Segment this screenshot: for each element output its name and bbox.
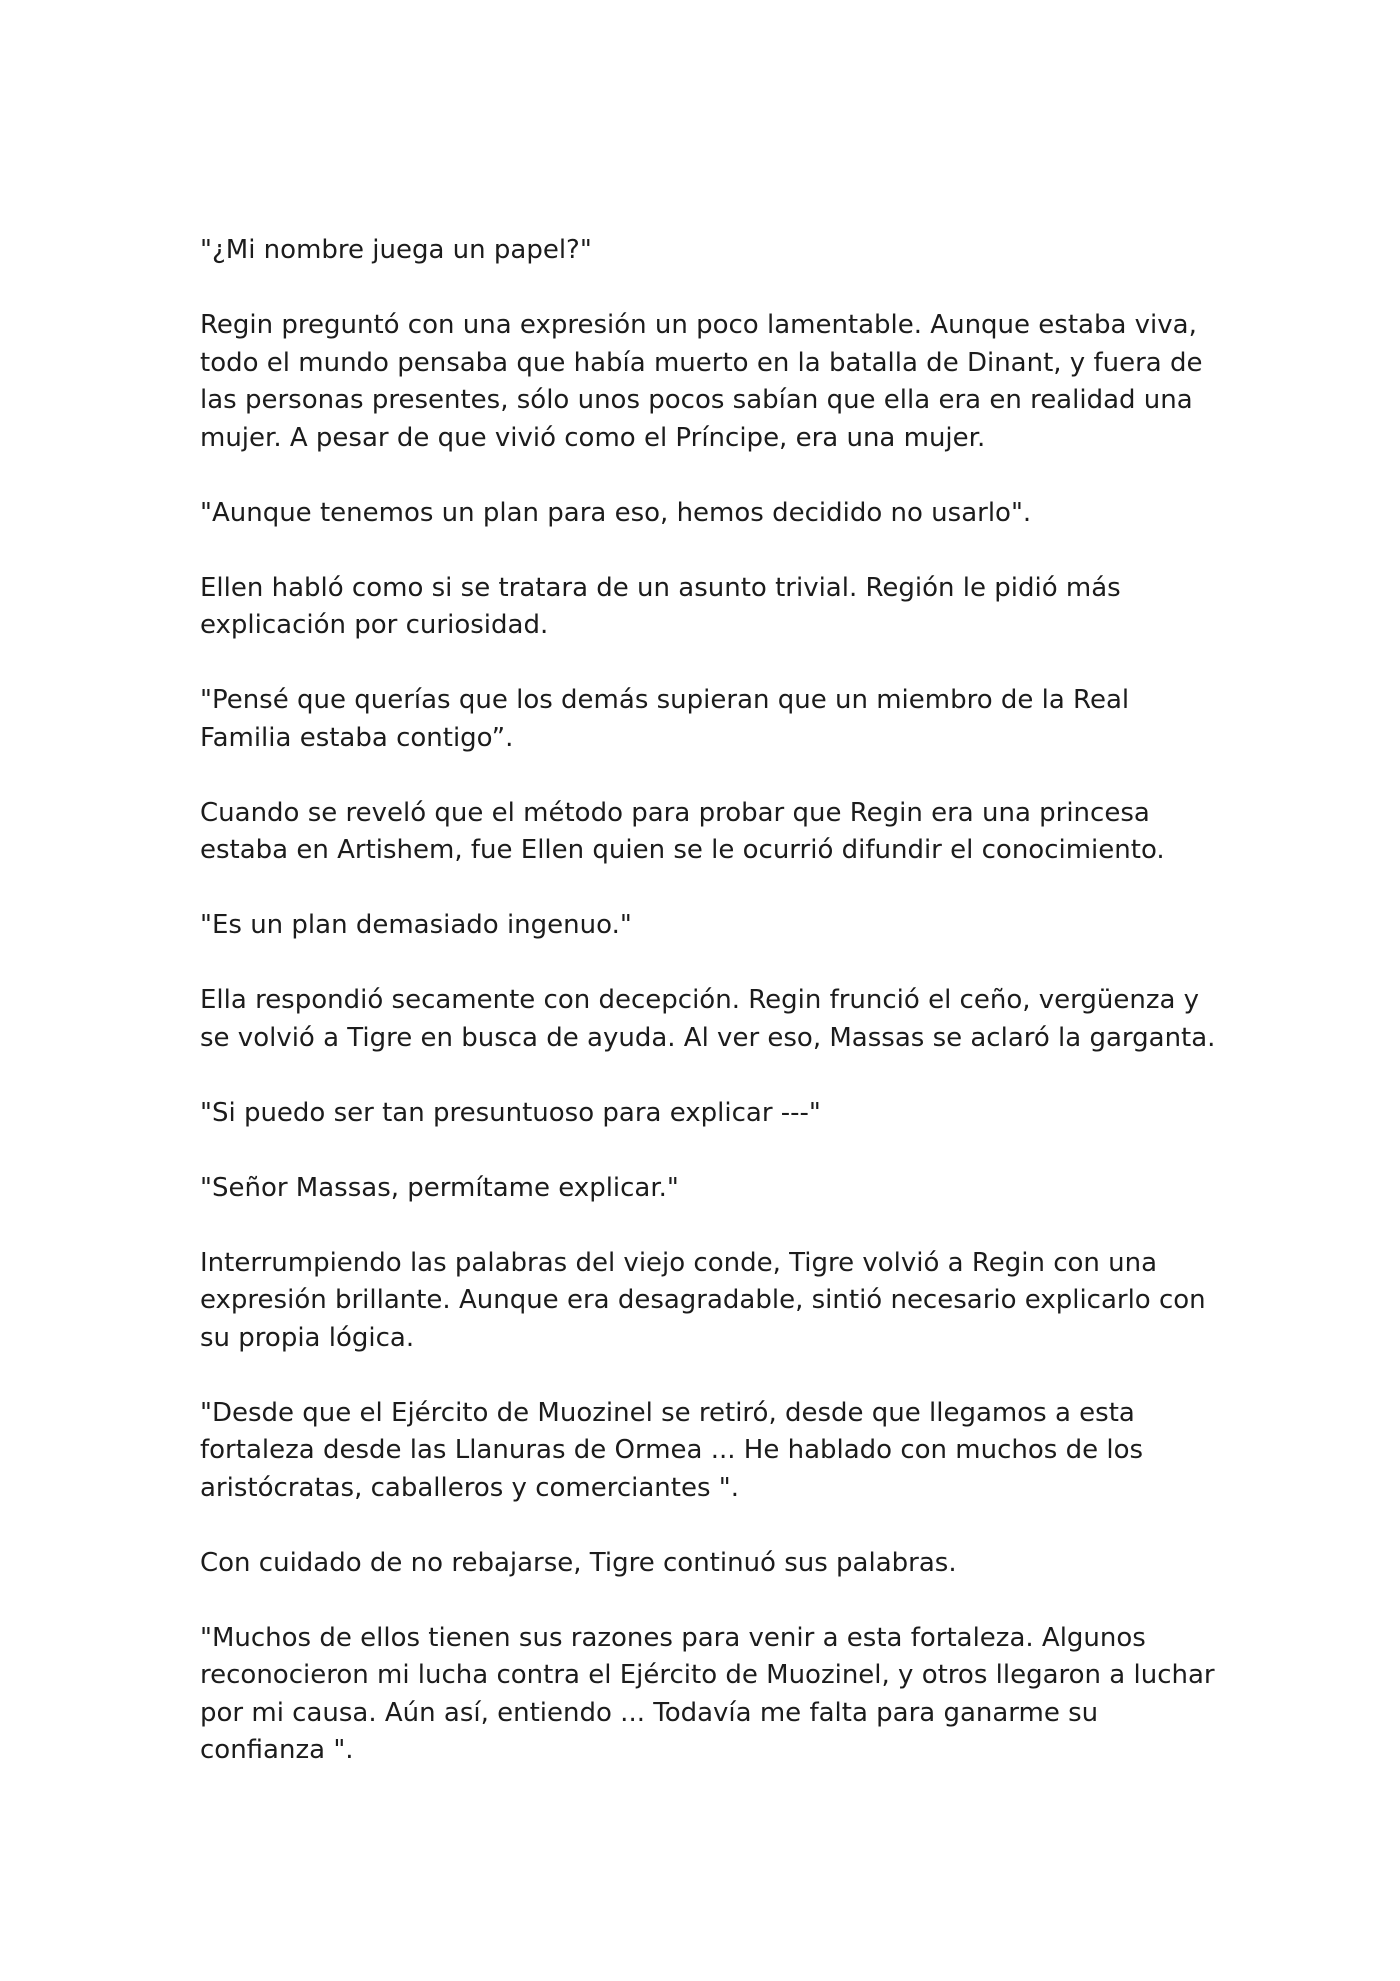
paragraph: Ellen habló como si se tratara de un asunto trivial. Región le pidió más explicación por curiosidad.	[200, 572, 1121, 640]
document-page	[200, 232, 1220, 1807]
paragraph: "Señor Massas, permítame explicar."	[200, 1172, 679, 1203]
paragraph: "Si puedo ser tan presuntuoso para explicar ---"	[200, 1097, 821, 1128]
paragraph: "Es un plan demasiado ingenuo."	[200, 910, 632, 940]
paragraph: Ella respondió secamente con decepción. Regin frunció el ceño, vergüenza y se volvió a Tigre en busca de ayuda. Al ver eso, Massas se aclaró la garganta.	[200, 985, 1216, 1053]
paragraph: Con cuidado de no rebajarse, Tigre continuó sus palabras.	[200, 1547, 957, 1578]
paragraph: Interrumpiendo las palabras del viejo conde, Tigre volvió a Regin con una expresión brillante. Aunque era desagradable, sintió necesario explicarlo con su propia lógica.	[200, 1247, 1206, 1353]
paragraph: "Desde que el Ejército de Muozinel se retiró, desde que llegamos a esta fortaleza desde las Llanuras de Ormea ... He hablado con muchos de los aristócratas, caballeros y comerciantes ".	[200, 1397, 1144, 1503]
paragraph: Cuando se reveló que el método para probar que Regin era una princesa estaba en Artishem, fue Ellen quien se le ocurrió difundir el conocimiento.	[200, 797, 1165, 865]
paragraph: "Aunque tenemos un plan para eso, hemos decidido no usarlo".	[200, 497, 1032, 528]
paragraph: "¿Mi nombre juega un papel?"	[200, 235, 592, 265]
paragraph: "Muchos de ellos tienen sus razones para venir a esta fortaleza. Algunos reconocieron mi lucha contra el Ejército de Muozinel, y otros llegaron a luchar por mi causa. Aún así, entiendo ... Todavía me falta para ganarme su confianza ".	[200, 1622, 1215, 1765]
paragraph: Regin preguntó con una expresión un poco lamentable. Aunque estaba viva, todo el mundo pensaba que había muerto en la batalla de Dinant, y fuera de las personas presentes, sólo unos pocos sabían que ella era en realidad una mujer. A pesar de que vivió como el Príncipe, era una mujer.	[200, 310, 1203, 453]
paragraph: "Pensé que querías que los demás supieran que un miembro de la Real Familia estaba contigo”.	[200, 685, 1130, 753]
